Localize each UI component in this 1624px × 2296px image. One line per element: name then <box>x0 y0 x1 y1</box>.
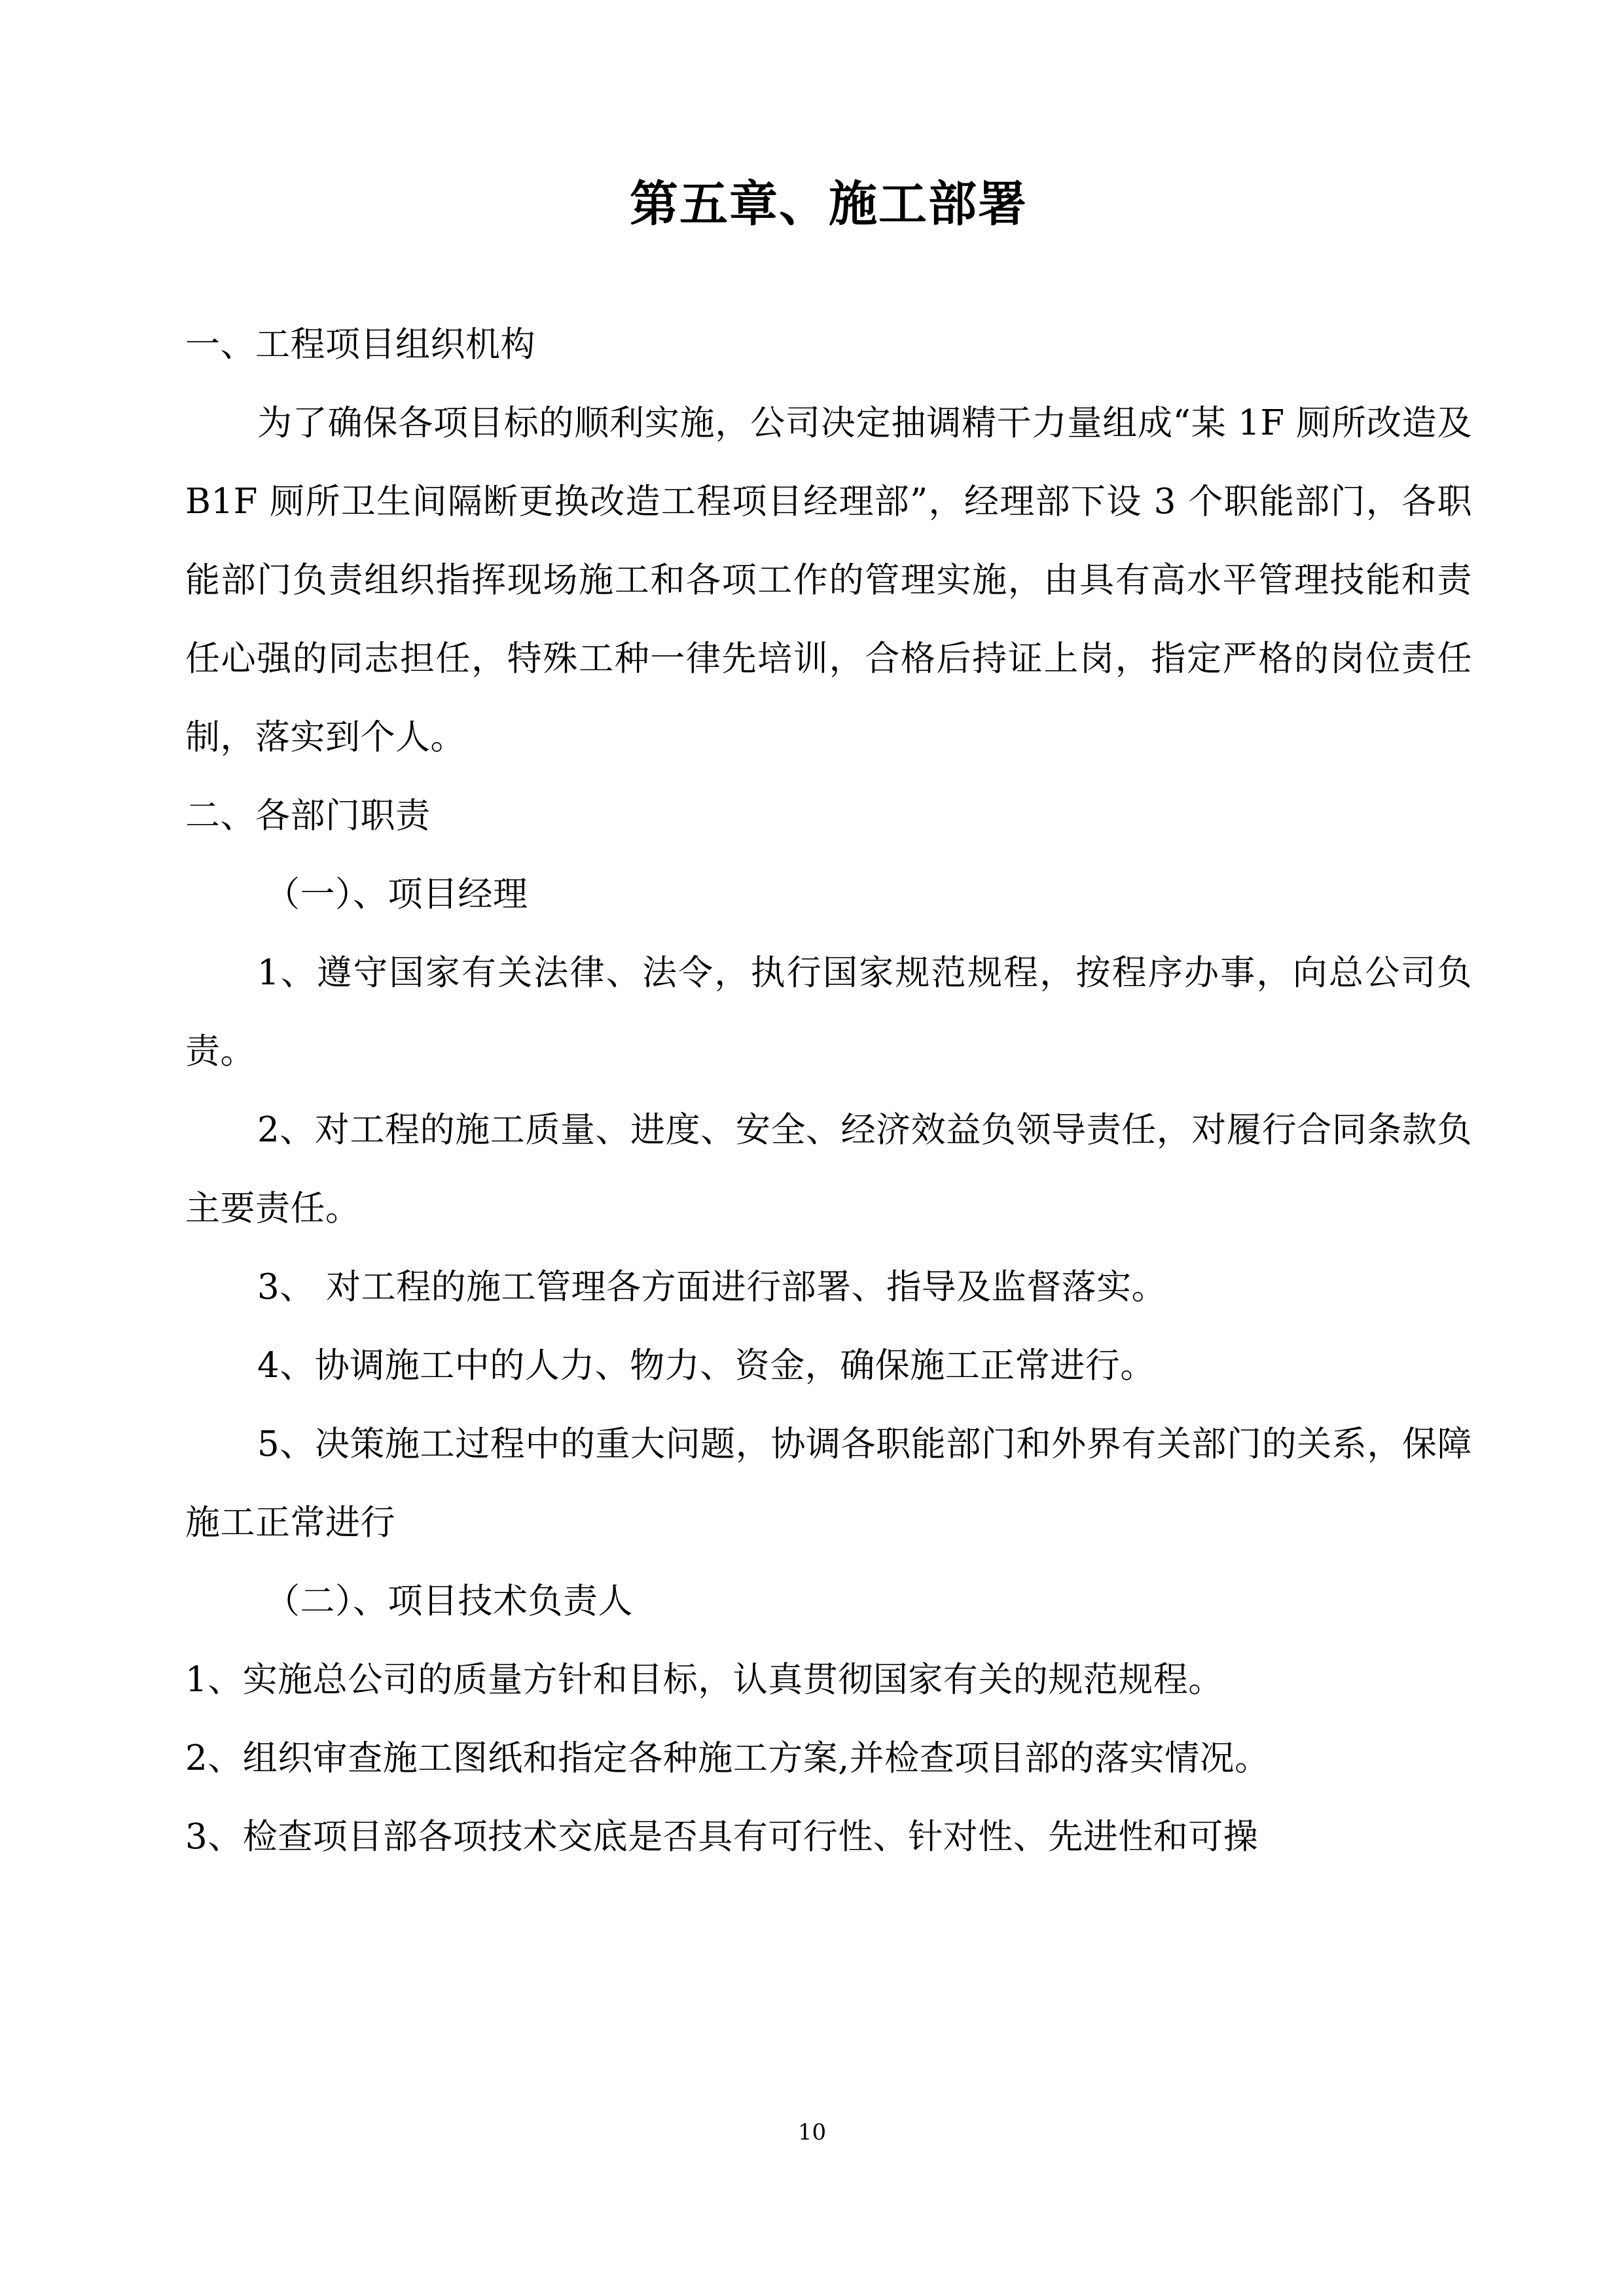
subsection-2-item-2: 2、组织审查施工图纸和指定各种施工方案,并检查项目部的落实情况。 <box>185 1738 1270 1778</box>
subsection-heading-1: （一）、项目经理 <box>265 874 528 914</box>
page-title: 第五章、施工部署 <box>630 176 1028 232</box>
page-number: 10 <box>797 2119 827 2145</box>
subsection-1-item-2: 2、对工程的施工质量、进度、安全、经济效益负领导责任，对履行合同条款负主要责任。 <box>185 1109 1472 1229</box>
page-content <box>185 0 1472 1876</box>
subsection-1-item-1: 1、遵守国家有关法律、法令，执行国家规范规程，按程序办事，向总公司负责。 <box>185 952 1472 1071</box>
subsection-heading-2: （二）、项目技术负责人 <box>265 1581 633 1621</box>
section-heading-2: 二、各部门职责 <box>185 795 431 836</box>
subsection-2-item-1: 1、实施总公司的质量方针和目标，认真贯彻国家有关的规范规程。 <box>185 1659 1223 1700</box>
title-spacer <box>185 234 1472 306</box>
section-1-paragraph-1: 为了确保各项目标的顺利实施，公司决定抽调精干力量组成“某 1F 厕所改造及 B1F 厕所卫生间隔断更换改造工程项目经理部”，经理部下设 3 个职能部门，各职能部门负责组织指挥现场施工和各项工作的管理实施，由具有高水平管理技能和责任心强的同志担任，特殊工种一律先培训，合格后持证上岗，指定严格的岗位责任制，落实到个人。 <box>185 403 1472 757</box>
subsection-2-item-3: 3、检查项目部各项技术交底是否具有可行性、针对性、先进性和可操 <box>185 1816 1259 1857</box>
subsection-1-item-4: 4、协调施工中的人力、物力、资金，确保施工正常进行。 <box>257 1345 1155 1386</box>
section-heading-1: 一、工程项目组织机构 <box>185 324 535 365</box>
subsection-1-item-3: 3、 对工程的施工管理各方面进行部署、指导及监督落实。 <box>257 1266 1167 1307</box>
subsection-1-item-5: 5、决策施工过程中的重大问题，协调各职能部门和外界有关部门的关系，保障施工正常进行 <box>185 1424 1472 1543</box>
